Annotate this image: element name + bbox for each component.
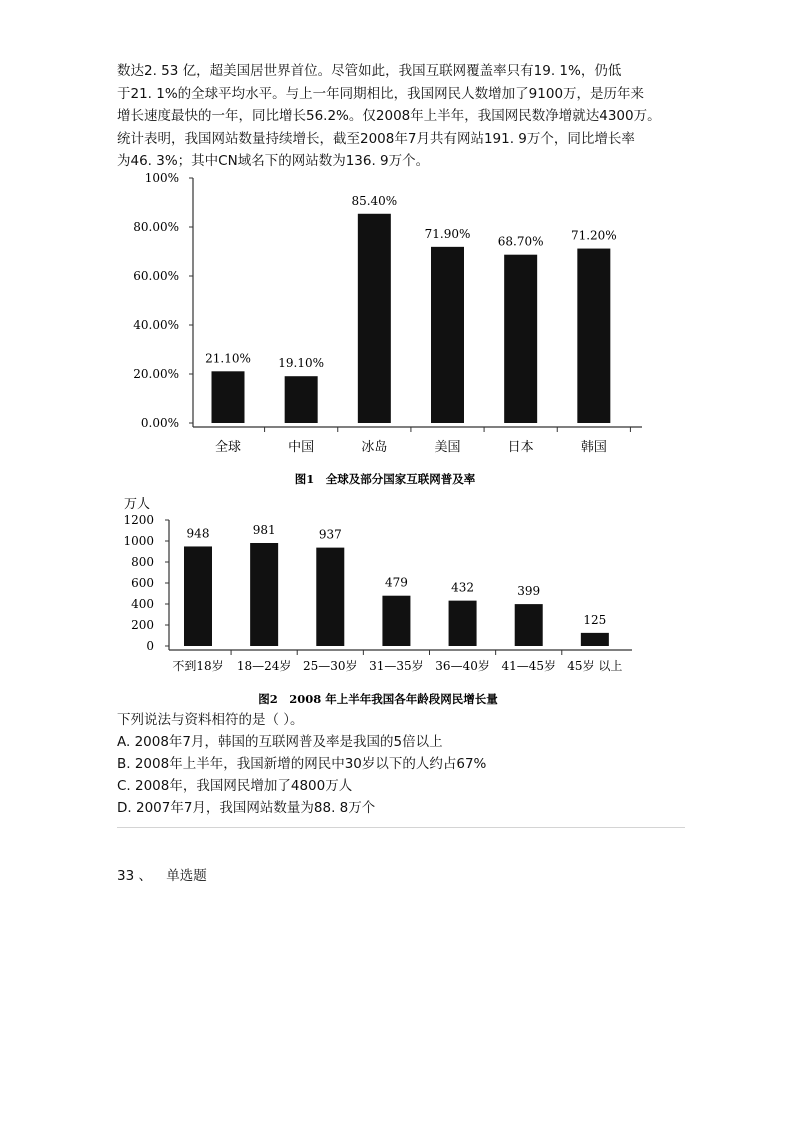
chart2-category-label: 36—40岁 (435, 659, 490, 673)
chart2-y-tick-label: 400 (131, 597, 154, 611)
chart1-category-label: 全球 (214, 440, 242, 455)
chart2-data-label: 981 (252, 522, 276, 537)
chart2-y-tick-label: 1200 (123, 513, 154, 527)
option-b[interactable]: B. 2008年上半年，我国新增的网民中30岁以下的人约占67% (117, 756, 487, 772)
chart1-y-tick-label: 80.00% (133, 220, 179, 234)
chart2-bar (515, 604, 543, 646)
option-a[interactable]: A. 2008年7月，韩国的互联网普及率是我国的5倍以上 (117, 734, 443, 750)
chart2-data-label: 937 (318, 527, 342, 542)
passage-text (117, 60, 697, 173)
chart1-data-label: 71.90% (424, 226, 471, 241)
chart2-bar (449, 601, 477, 646)
chart1-data-label: 68.70% (497, 234, 544, 249)
question-stem: 下列说法与资料相符的是（ ）。 (117, 712, 304, 728)
question-type: 单选题 (166, 868, 207, 884)
passage-line: 为46. 3%；其中CN域名下的网站数为136. 9万个。 (117, 153, 430, 169)
chart2-data-label: 399 (517, 584, 541, 599)
chart2-bar (316, 548, 344, 646)
chart2-data-label: 432 (451, 580, 475, 595)
age-growth-chart (0, 490, 800, 710)
passage-line: 增长速度最快的一年，同比增长56.2%。仅2008年上半年，我国网民数净增就达4300万。 (117, 108, 661, 124)
chart2-category-label: 41—45岁 (501, 659, 556, 673)
chart2-unit-label: 万人 (124, 497, 151, 512)
chart2-y-tick-label: 1000 (123, 534, 154, 548)
chart1-bar (431, 247, 464, 423)
section-divider (117, 827, 685, 828)
chart2-bar (382, 596, 410, 646)
chart1-bar (285, 376, 318, 423)
chart1-y-tick-label: 40.00% (133, 318, 179, 332)
chart1-category-label: 韩国 (580, 440, 607, 455)
option-d[interactable]: D. 2007年7月，我国网站数量为88. 8万个 (117, 800, 376, 816)
chart1-category-label: 中国 (288, 440, 315, 455)
chart2-data-label: 948 (186, 526, 210, 541)
chart1-y-tick-label: 100% (144, 171, 179, 185)
chart1-title: 图1 全球及部分国家互联网普及率 (294, 472, 476, 486)
question-number: 33 、 (117, 868, 152, 884)
chart1-data-label: 19.10% (278, 356, 325, 371)
next-question-header (117, 864, 217, 884)
chart2-bar (184, 546, 212, 646)
chart1-y-tick-label: 20.00% (133, 367, 179, 381)
chart2-category-label: 25—30岁 (303, 659, 358, 673)
chart1-category-label: 日本 (507, 440, 534, 455)
chart2-category-label: 31—35岁 (369, 659, 424, 673)
chart1-data-label: 85.40% (351, 193, 398, 208)
passage-line: 于21. 1%的全球平均水平。与上一年同期相比，我国网民人数增加了9100万，是历年来 (117, 85, 645, 102)
option-c[interactable]: C. 2008年，我国网民增加了4800万人 (117, 778, 353, 794)
chart2-bar (250, 543, 278, 646)
chart2-data-label: 125 (583, 612, 607, 627)
chart2-category-label: 45岁 以上 (567, 659, 623, 673)
chart2-category-label: 不到18岁 (172, 659, 224, 673)
chart1-data-label: 71.20% (570, 228, 617, 243)
chart2-title: 图2 2008 年上半年我国各年龄段网民增长量 (258, 692, 498, 706)
chart2-y-tick-label: 0 (146, 639, 154, 653)
chart1-bar (577, 249, 610, 423)
chart1-y-tick-label: 0.00% (140, 416, 179, 430)
question-block (117, 709, 717, 819)
chart1-category-label: 美国 (434, 440, 461, 455)
chart1-bar (358, 214, 391, 423)
chart2-category-label: 18—24岁 (236, 659, 292, 673)
chart2-bar (581, 633, 609, 646)
passage-line: 统计表明，我国网站数量持续增长，截至2008年7月共有网站191. 9万个，同比增长率 (117, 130, 635, 147)
chart1-category-label: 冰岛 (361, 440, 388, 455)
chart2-y-tick-label: 200 (131, 618, 154, 632)
chart2-data-label: 479 (384, 575, 408, 590)
passage-line: 数达2. 53 亿，超美国居世界首位。尽管如此，我国互联网覆盖率只有19. 1%，仍低 (117, 63, 622, 79)
chart2-y-tick-label: 800 (131, 555, 154, 569)
chart1-data-label: 21.10% (205, 351, 251, 366)
chart2-y-tick-label: 600 (131, 576, 154, 590)
chart1-y-tick-label: 60.00% (133, 269, 179, 283)
chart1-bar (212, 371, 245, 423)
chart1-bar (504, 255, 537, 423)
